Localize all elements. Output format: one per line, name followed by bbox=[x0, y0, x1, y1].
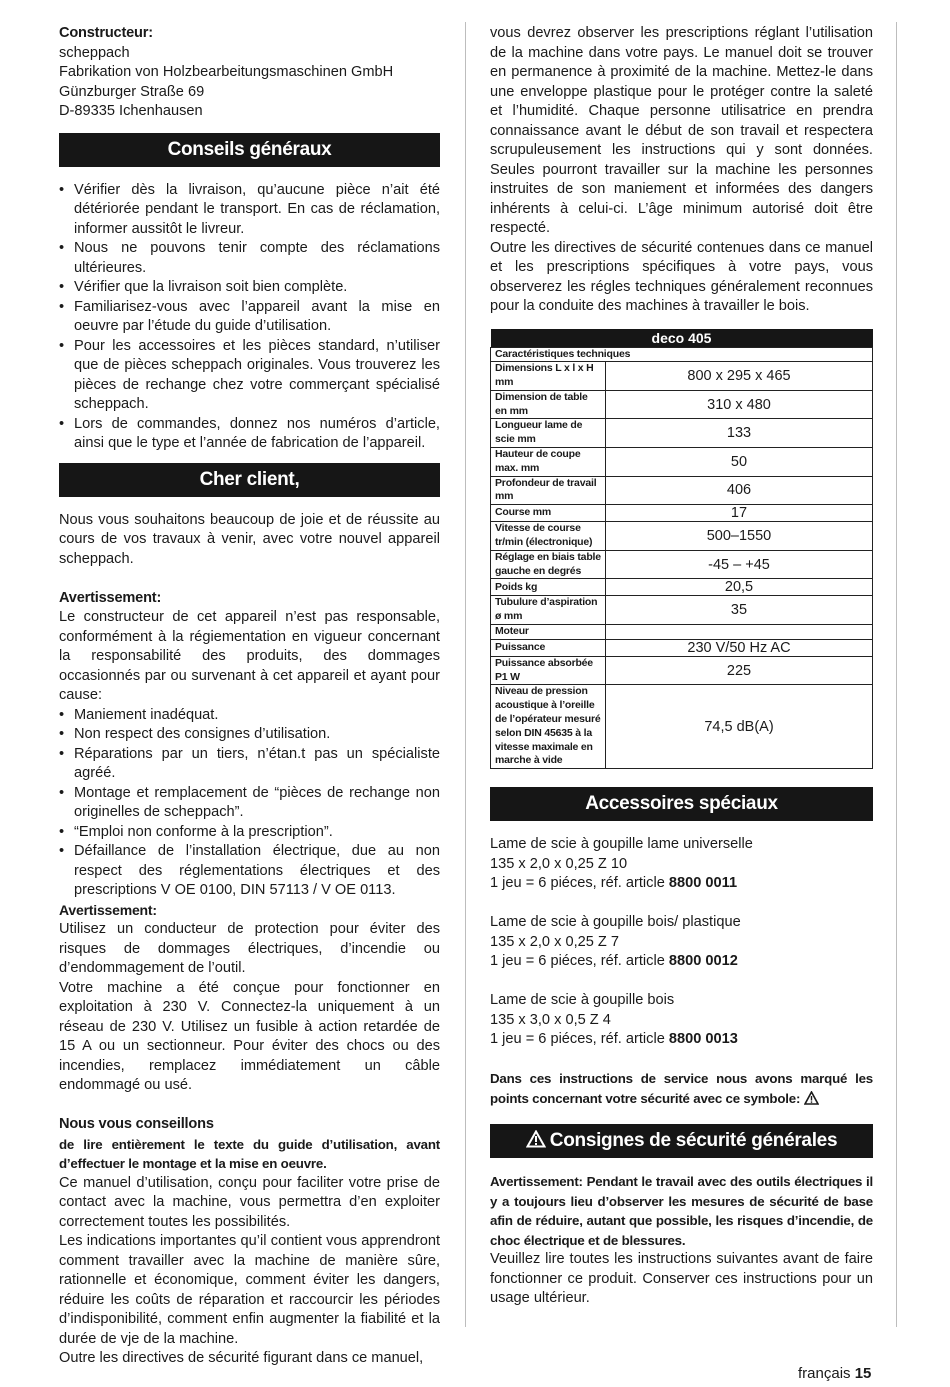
section-banner-conseils: Conseils généraux bbox=[59, 133, 440, 167]
symbol-note-text: Dans ces instructions de service nous avons marqué les points concernant votre sécurité avec ce symbole: bbox=[490, 1071, 873, 1106]
spec-label: Tubulure d’aspiration ø mm bbox=[491, 596, 606, 625]
accessoire-ref-line bbox=[490, 874, 873, 894]
spec-row bbox=[491, 685, 873, 769]
accessoire-line: Lame de scie à goupille lame universelle bbox=[490, 836, 753, 853]
accessoire-line: 135 x 3,0 x 0,5 Z 4 bbox=[490, 1011, 611, 1028]
spec-row bbox=[491, 419, 873, 448]
spec-row bbox=[491, 656, 873, 685]
section-banner-accessoires: Accessoires spéciaux bbox=[490, 787, 873, 821]
column-divider bbox=[465, 22, 466, 1327]
list-item: • Défaillance de l’installation électrique, due au non respect des réglementations électriques et des prescriptions V OE 0100, DIN 57113 / V OE 0113. bbox=[59, 842, 440, 901]
list-item: • “Emploi non conforme à la prescription”. bbox=[59, 823, 440, 843]
section-banner-client: Cher client, bbox=[59, 463, 440, 497]
accessoire-ref-line bbox=[490, 952, 873, 972]
accessoire-ref-line bbox=[490, 1030, 873, 1050]
page-edge-rule bbox=[896, 22, 897, 1327]
accessoire-block bbox=[490, 991, 873, 1050]
accessoire-block bbox=[490, 835, 873, 894]
spec-label: Dimension de table en mm bbox=[491, 390, 606, 419]
spec-label: Longueur lame de scie mm bbox=[491, 419, 606, 448]
spec-value: 406 bbox=[606, 476, 873, 505]
intro-text: vous devrez observer les prescriptions réglant l’utilisation de la machine dans votre pays. Le manuel doit se trouver en permanence à proximité de la machine. Mettez-le dans une enveloppe plastique pour le protéger contre la saleté et l’humidité. Chaque personne utilisatrice en prendra connaissance avant le début de son travail et respectera scrupuleusement les instructions qui y sont données. Seules pourront travailler sur la machine les personnes instruites de son maniement et informées des dangers inhérents à celui-ci. L’âge minimum autorisé doit être respecté. bbox=[490, 25, 873, 236]
spec-label: Course mm bbox=[491, 505, 606, 522]
conseils-list bbox=[59, 181, 440, 454]
accessoire-ref-prefix: 1 jeu = 6 piéces, réf. article bbox=[490, 1031, 669, 1048]
spec-label: Réglage en biais table gauche en degrés bbox=[491, 550, 606, 579]
symbol-note bbox=[490, 1069, 873, 1108]
accessoire-line: 135 x 2,0 x 0,25 Z 10 bbox=[490, 855, 628, 872]
avertissement-heading-2: Avertissement: bbox=[59, 901, 157, 918]
conseillons-text: Ce manuel d’utilisation, conçu pour faciliter votre prise de contact avec la machine, vous permettra d’en exploiter correctement toutes les possibilités. bbox=[59, 1174, 440, 1230]
conseillons-text: Les indications importantes qu’il contient vous apprendront comment travailler avec la machine de manière sûre, rationnelle et économique, comment éviter les dangers, réduire les coûts de réparation et raccourcir les périodes d’indisponibilité, comment enfin augmenter la fiabilité et la durée de vje de la machine. bbox=[59, 1233, 440, 1347]
spec-value: 310 x 480 bbox=[606, 390, 873, 419]
list-item: • Montage et remplacement de “pièces de rechange non originelles de scheppach”. bbox=[59, 784, 440, 823]
spec-table-model: deco 405 bbox=[491, 329, 873, 348]
list-item: • Lors de commandes, donnez nos numéros d’article, ainsi que le type et l’année de fabrication de l’appareil. bbox=[59, 415, 440, 454]
client-text: Nous vous souhaitons beaucoup de joie et de réussite au cours de vos travaux à venir, avec votre nouvel appareil scheppach. bbox=[59, 511, 440, 567]
spec-table-body bbox=[491, 362, 873, 769]
spec-label: Dimensions L x l x H mm bbox=[491, 362, 606, 391]
securite-title: Consignes de sécurité générales bbox=[549, 1130, 838, 1152]
list-item: • Pour les accessoires et les pièces standard, n’utiliser que de pièces scheppach originales. Vous trouverez les pièces de rechange chez votre commerçant spécialisé scheppach. bbox=[59, 337, 440, 415]
spec-row bbox=[491, 362, 873, 391]
spec-label: Puissance absorbée P1 W bbox=[491, 656, 606, 685]
spec-value: 74,5 dB(A) bbox=[606, 685, 873, 769]
right-column bbox=[490, 24, 873, 1309]
footer-language: français bbox=[798, 1365, 851, 1382]
spec-row bbox=[491, 390, 873, 419]
list-item: • Nous ne pouvons tenir compte des réclamations ultérieures. bbox=[59, 239, 440, 278]
accessoire-line: Lame de scie à goupille bois bbox=[490, 992, 675, 1009]
spec-row bbox=[491, 625, 873, 640]
page-number: 15 bbox=[854, 1365, 872, 1382]
list-item: • Non respect des consignes d’utilisation. bbox=[59, 725, 440, 745]
spec-value: 800 x 295 x 465 bbox=[606, 362, 873, 391]
spec-value: 50 bbox=[606, 448, 873, 477]
page-footer bbox=[798, 1364, 871, 1384]
spec-label: Poids kg bbox=[491, 579, 606, 596]
spec-row bbox=[491, 639, 873, 656]
spec-row bbox=[491, 550, 873, 579]
avertissement-heading: Avertissement: bbox=[59, 589, 162, 606]
spec-label: Vitesse de course tr/min (électronique) bbox=[491, 522, 606, 551]
spec-table bbox=[490, 329, 873, 770]
accessoire-ref-number: 8800 0011 bbox=[668, 875, 738, 892]
list-item: • Vérifier dès la livraison, qu’aucune pièce n’ait été détériorée pendant le transport. En cas de réclamation, informer aussitôt le livreur. bbox=[59, 181, 440, 240]
spec-row bbox=[491, 596, 873, 625]
address-line: D-89335 Ichenhausen bbox=[59, 103, 203, 119]
address-line: Günzburger Straße 69 bbox=[59, 83, 205, 100]
list-item: • Réparations par un tiers, n’étan.t pas un spécialiste agréé. bbox=[59, 745, 440, 784]
spec-label: Puissance bbox=[491, 639, 606, 656]
spec-row bbox=[491, 505, 873, 522]
intro-text-2: Outre les directives de sécurité contenues dans ce manuel et les prescriptions spécifiques à votre pays, vous observerez les régles techniques généralement reconnues pour la conduite des machines à travailler le bois. bbox=[490, 239, 873, 314]
spec-label: Profondeur de travail mm bbox=[491, 476, 606, 505]
accessoire-ref-prefix: 1 jeu = 6 piéces, réf. article bbox=[490, 953, 669, 970]
securite-bold: Avertissement: Pendant le travail avec des outils électriques il y a toujours lieu d’observer les mesures de sécurité de base afin de réduire, autant que possible, les risques d’incendie, de choc électrique et de blessures. bbox=[490, 1174, 873, 1248]
warning-triangle-icon bbox=[804, 1091, 819, 1105]
accessoire-block bbox=[490, 913, 873, 972]
spec-table-caption: Caractéristiques techniques bbox=[491, 347, 873, 362]
section-banner-securite bbox=[490, 1124, 873, 1158]
spec-row bbox=[491, 522, 873, 551]
spec-label: Moteur bbox=[491, 625, 606, 640]
address-line: scheppach bbox=[59, 44, 130, 61]
spec-label: Hauteur de coupe max. mm bbox=[491, 448, 606, 477]
spec-value: 17 bbox=[606, 505, 873, 522]
warning-triangle-icon bbox=[526, 1130, 546, 1148]
conseillons-heading: Nous vous conseillons bbox=[59, 1116, 214, 1132]
spec-value: 500–1550 bbox=[606, 522, 873, 551]
list-item: • Maniement inadéquat. bbox=[59, 706, 440, 726]
avertissement-text-2: Utilisez un conducteur de protection pour éviter des risques de dommages électriques, d’incendie ou d’endommagement de l’outil. bbox=[59, 921, 440, 976]
avertissement-text: Le constructeur de cet appareil n’est pas responsable, conformément à la régiementation en vigueur concernant la responsabilité des produits, des dommages occasionnés par ou survenant à cet appareil et ayant pour cause: bbox=[59, 609, 440, 703]
spec-value: 230 V/50 Hz AC bbox=[606, 639, 873, 656]
spec-label: Niveau de pression acoustique à l’oreille de l’opérateur mesuré selon DIN 45635 à la vitesse maximale en marche à vide bbox=[491, 685, 606, 769]
list-item: • Vérifier que la livraison soit bien complète. bbox=[59, 278, 440, 298]
spec-value: 35 bbox=[606, 596, 873, 625]
constructeur-address bbox=[59, 44, 440, 122]
accessoire-line: 135 x 2,0 x 0,25 Z 7 bbox=[490, 933, 619, 950]
constructeur-label: Constructeur: bbox=[59, 25, 153, 41]
accessoire-ref-number: 8800 0012 bbox=[668, 953, 738, 970]
accessoire-ref-number: 8800 0013 bbox=[668, 1031, 738, 1048]
spec-value: -45 – +45 bbox=[606, 550, 873, 579]
spec-value: 133 bbox=[606, 419, 873, 448]
accessoire-line: Lame de scie à goupille bois/ plastique bbox=[490, 914, 741, 931]
spec-value: 225 bbox=[606, 656, 873, 685]
spec-value: 20,5 bbox=[606, 579, 873, 596]
spec-row bbox=[491, 579, 873, 596]
spec-row bbox=[491, 476, 873, 505]
address-line: Fabrikation von Holzbearbeitungsmaschinen GmbH bbox=[59, 64, 394, 80]
avertissement-list bbox=[59, 706, 440, 901]
spec-value bbox=[606, 625, 873, 640]
list-item: • Familiarisez-vous avec l’appareil avant la mise en oeuvre par l’étude du guide d’utilisation. bbox=[59, 298, 440, 337]
left-column bbox=[59, 24, 440, 1369]
conseillons-bold: de lire entièrement le texte du guide d’utilisation, avant d’effectuer le montage et la mise en oeuvre. bbox=[59, 1136, 440, 1171]
accessoire-ref-prefix: 1 jeu = 6 piéces, réf. article bbox=[490, 875, 669, 892]
avertissement-text-3: Votre machine a été conçue pour fonctionner en exploitation à 230 V. Connectez-la uniquement à un réseau de 230 V. Utilisez un fusible à action retardée de 15 A ou un sectionneur. Pour éviter des chocs ou des incendies, remplacez immédiatement un câble endommagé ou usé. bbox=[59, 979, 440, 1093]
spec-row bbox=[491, 448, 873, 477]
securite-text: Veuillez lire toutes les instructions suivantes avant de faire fonctionner ce produit. Conserver ces instructions pour un usage ultérieur. bbox=[490, 1251, 873, 1307]
conseillons-text: Outre les directives de sécurité figurant dans ce manuel, bbox=[59, 1350, 424, 1366]
